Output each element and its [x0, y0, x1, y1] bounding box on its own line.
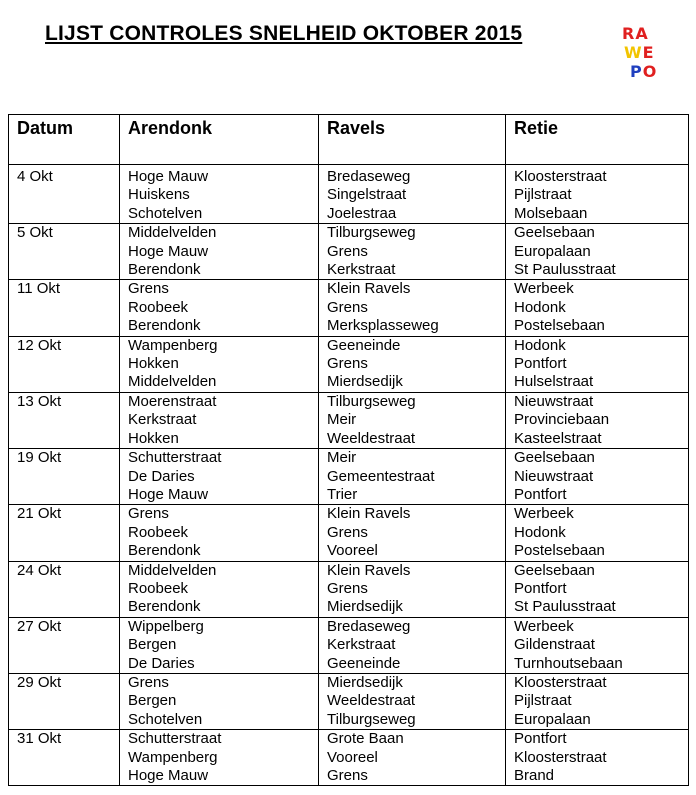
- ravels-cell: [319, 392, 506, 448]
- table-row: [9, 280, 689, 336]
- table-row: [9, 392, 689, 448]
- street-name: Klein Ravels: [327, 561, 411, 579]
- street-name: Tilburgseweg: [327, 710, 416, 728]
- street-name: Roobeek: [128, 579, 189, 597]
- street-name: Hokken: [128, 429, 179, 447]
- street-name: Wampenberg: [128, 748, 218, 766]
- street-name: Hoge Mauw: [128, 485, 209, 503]
- street-name: Middelvelden: [128, 373, 217, 391]
- schedule-table: [8, 114, 689, 786]
- table-row: [9, 730, 689, 786]
- street-name: Hokken: [128, 355, 179, 373]
- street-name: Berendonk: [128, 317, 201, 335]
- street-name: Hodonk: [514, 523, 566, 541]
- date-cell: 24 Okt: [9, 561, 120, 617]
- schedule-body: [9, 165, 689, 786]
- ravels-cell: [319, 165, 506, 224]
- street-name: Grote Baan: [327, 730, 404, 748]
- street-name: St Paulusstraat: [514, 261, 616, 279]
- table-row: [9, 449, 689, 505]
- street-name: Turnhoutsebaan: [514, 654, 623, 672]
- retie-cell: [506, 392, 689, 448]
- street-name: Hodonk: [514, 336, 566, 354]
- street-name: Nieuwstraat: [514, 392, 594, 410]
- logo-line-1: [622, 24, 682, 43]
- street-name: De Daries: [128, 467, 195, 485]
- street-name: Gildenstraat: [514, 636, 595, 654]
- street-name: Werbeek: [514, 617, 574, 635]
- retie-cell: [506, 449, 689, 505]
- street-name: Molsebaan: [514, 204, 588, 222]
- table-row: [9, 505, 689, 561]
- ravels-cell: [319, 505, 506, 561]
- street-name: Klein Ravels: [327, 280, 411, 298]
- street-name: Grens: [327, 355, 368, 373]
- logo-letter: P: [630, 62, 643, 81]
- date-cell: 19 Okt: [9, 449, 120, 505]
- arendonk-cell: [120, 449, 319, 505]
- header-ravels: Ravels: [319, 115, 506, 165]
- street-name: Kerkstraat: [128, 411, 197, 429]
- date-cell: 13 Okt: [9, 392, 120, 448]
- date-cell: 4 Okt: [9, 165, 120, 224]
- street-name: Roobeek: [128, 298, 189, 316]
- street-name: Kloosterstraat: [514, 168, 607, 185]
- arendonk-cell: [120, 336, 319, 392]
- date-cell: 27 Okt: [9, 617, 120, 673]
- street-name: Bredaseweg: [327, 617, 411, 635]
- ravels-cell: [319, 336, 506, 392]
- street-name: Geeneinde: [327, 336, 401, 354]
- ravels-cell: [319, 561, 506, 617]
- street-name: Grens: [128, 673, 169, 691]
- ravels-cell: [319, 224, 506, 280]
- street-name: Grens: [128, 280, 169, 298]
- street-name: Klein Ravels: [327, 505, 411, 523]
- street-name: Middelvelden: [128, 561, 217, 579]
- logo-line-3: [622, 62, 682, 81]
- rawepo-logo: [622, 24, 682, 81]
- table-row: [9, 224, 689, 280]
- date-cell: 31 Okt: [9, 730, 120, 786]
- street-name: Meir: [327, 449, 357, 467]
- street-name: Geelsebaan: [514, 561, 595, 579]
- street-name: Kerkstraat: [327, 261, 396, 279]
- arendonk-cell: [120, 561, 319, 617]
- arendonk-cell: [120, 617, 319, 673]
- street-name: Werbeek: [514, 280, 574, 298]
- street-name: Kloosterstraat: [514, 748, 607, 766]
- street-name: Nieuwstraat: [514, 467, 594, 485]
- date-cell: 21 Okt: [9, 505, 120, 561]
- street-name: Vooreel: [327, 748, 378, 766]
- table-row: [9, 673, 689, 729]
- street-name: Weeldestraat: [327, 429, 416, 447]
- street-name: Bergen: [128, 692, 177, 710]
- date-cell: 11 Okt: [9, 280, 120, 336]
- street-name: Schotelven: [128, 204, 203, 222]
- arendonk-cell: [120, 673, 319, 729]
- street-name: St Paulusstraat: [514, 598, 616, 616]
- street-name: Provinciebaan: [514, 411, 610, 429]
- logo-line-2: [622, 43, 682, 62]
- retie-cell: [506, 673, 689, 729]
- street-name: Roobeek: [128, 523, 189, 541]
- street-name: Tilburgseweg: [327, 224, 416, 242]
- date-cell: 29 Okt: [9, 673, 120, 729]
- header-arendonk: Arendonk: [120, 115, 319, 165]
- street-name: Kloosterstraat: [514, 673, 607, 691]
- header-row: [9, 115, 689, 165]
- street-name: Bergen: [128, 636, 177, 654]
- street-name: Trier: [327, 485, 358, 503]
- street-name: Kasteelstraat: [514, 429, 602, 447]
- street-name: Hoge Mauw: [128, 168, 209, 185]
- ravels-cell: [319, 617, 506, 673]
- street-name: Geeneinde: [327, 654, 401, 672]
- street-name: Pontfort: [514, 730, 567, 748]
- header-retie: Retie: [506, 115, 689, 165]
- street-name: Postelsebaan: [514, 317, 605, 335]
- street-name: Pijlstraat: [514, 692, 572, 710]
- date-cell: 5 Okt: [9, 224, 120, 280]
- street-name: Grens: [327, 298, 368, 316]
- logo-letter: E: [642, 43, 655, 62]
- street-name: Merksplasseweg: [327, 317, 439, 335]
- street-name: Singelstraat: [327, 186, 407, 204]
- street-name: Grens: [327, 523, 368, 541]
- street-name: Moerenstraat: [128, 392, 217, 410]
- retie-cell: [506, 505, 689, 561]
- ravels-cell: [319, 673, 506, 729]
- street-name: Mierdsedijk: [327, 373, 403, 391]
- street-name: Schotelven: [128, 710, 203, 728]
- street-name: Huiskens: [128, 186, 190, 204]
- street-name: Werbeek: [514, 505, 574, 523]
- table-row: [9, 336, 689, 392]
- street-name: Pontfort: [514, 355, 567, 373]
- street-name: Hodonk: [514, 298, 566, 316]
- street-name: Tilburgseweg: [327, 392, 416, 410]
- retie-cell: [506, 224, 689, 280]
- street-name: Grens: [327, 242, 368, 260]
- street-name: Mierdsedijk: [327, 673, 403, 691]
- ravels-cell: [319, 730, 506, 786]
- page-title: LIJST CONTROLES SNELHEID OKTOBER 2015: [45, 22, 523, 45]
- street-name: Mierdsedijk: [327, 598, 403, 616]
- arendonk-cell: [120, 505, 319, 561]
- street-name: Middelvelden: [128, 224, 217, 242]
- logo-letter: A: [635, 24, 649, 43]
- header-datum: Datum: [9, 115, 120, 165]
- logo-letter: R: [622, 24, 636, 43]
- street-name: Vooreel: [327, 542, 378, 560]
- date-cell: 12 Okt: [9, 336, 120, 392]
- retie-cell: [506, 561, 689, 617]
- table-row: [9, 165, 689, 224]
- retie-cell: [506, 730, 689, 786]
- street-name: Pontfort: [514, 579, 567, 597]
- street-name: Wippelberg: [128, 617, 204, 635]
- street-name: Pijlstraat: [514, 186, 572, 204]
- street-name: Europalaan: [514, 242, 591, 260]
- street-name: Europalaan: [514, 710, 591, 728]
- street-name: Berendonk: [128, 261, 201, 279]
- retie-cell: [506, 617, 689, 673]
- street-name: Brand: [514, 767, 555, 784]
- street-name: Hulselstraat: [514, 373, 594, 391]
- street-name: Meir: [327, 411, 357, 429]
- street-name: Grens: [128, 505, 169, 523]
- retie-cell: [506, 280, 689, 336]
- table-row: [9, 561, 689, 617]
- street-name: Geelsebaan: [514, 449, 595, 467]
- street-name: Grens: [327, 767, 368, 784]
- street-name: Postelsebaan: [514, 542, 605, 560]
- logo-letter: W: [624, 43, 643, 62]
- street-name: Berendonk: [128, 542, 201, 560]
- street-name: Hoge Mauw: [128, 767, 209, 784]
- ravels-cell: [319, 280, 506, 336]
- ravels-cell: [319, 449, 506, 505]
- street-name: Hoge Mauw: [128, 242, 209, 260]
- street-name: Berendonk: [128, 598, 201, 616]
- street-name: Weeldestraat: [327, 692, 416, 710]
- street-name: Joelestraa: [327, 204, 397, 222]
- street-name: De Daries: [128, 654, 195, 672]
- arendonk-cell: [120, 165, 319, 224]
- street-name: Grens: [327, 579, 368, 597]
- logo-letter: O: [642, 62, 658, 81]
- arendonk-cell: [120, 730, 319, 786]
- retie-cell: [506, 336, 689, 392]
- street-name: Schutterstraat: [128, 449, 222, 467]
- arendonk-cell: [120, 224, 319, 280]
- retie-cell: [506, 165, 689, 224]
- table-row: [9, 617, 689, 673]
- arendonk-cell: [120, 392, 319, 448]
- street-name: Pontfort: [514, 485, 567, 503]
- street-name: Schutterstraat: [128, 730, 222, 748]
- street-name: Geelsebaan: [514, 224, 595, 242]
- street-name: Bredaseweg: [327, 168, 411, 185]
- arendonk-cell: [120, 280, 319, 336]
- street-name: Gemeentestraat: [327, 467, 435, 485]
- street-name: Wampenberg: [128, 336, 218, 354]
- street-name: Kerkstraat: [327, 636, 396, 654]
